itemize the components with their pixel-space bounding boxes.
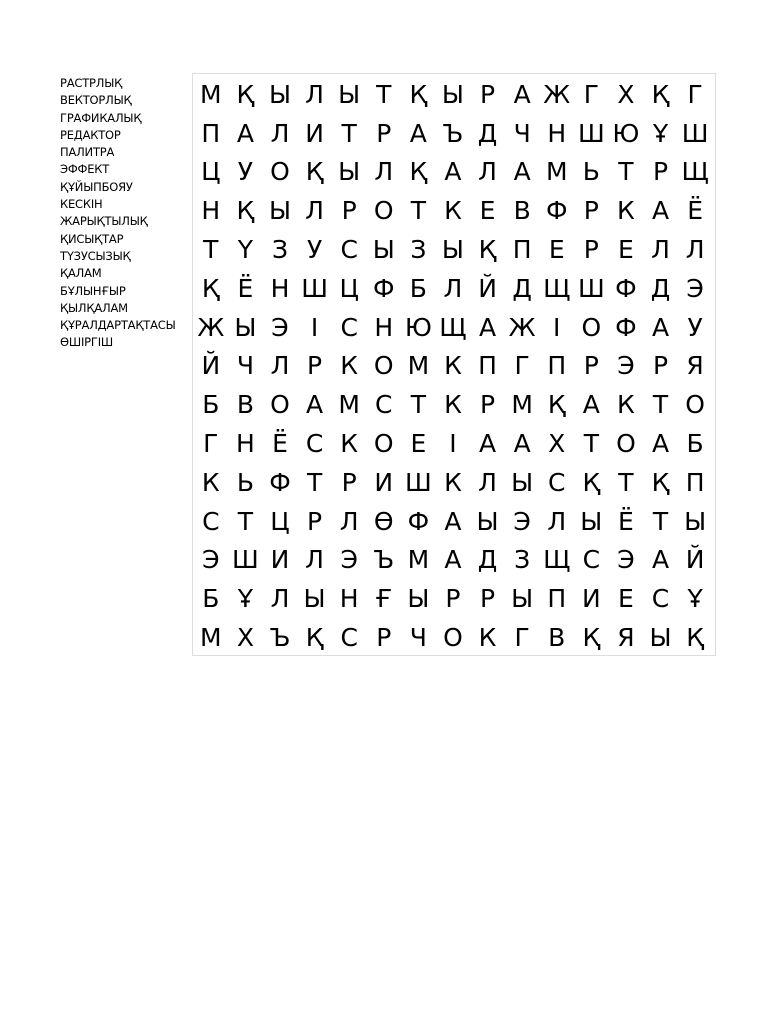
grid-row	[193, 464, 716, 503]
grid-cell: Т	[410, 390, 426, 420]
grid-cell: Ё	[272, 429, 288, 459]
grid-cell: Ы	[580, 506, 603, 536]
grid-cell: Р	[480, 584, 496, 614]
grid-cell: І	[553, 312, 561, 342]
grid-cell: С	[305, 429, 324, 459]
grid-cell: Қ	[409, 157, 428, 187]
grid-cell: Ф	[373, 273, 395, 303]
word-list-item: ЭФФЕКТ	[60, 162, 110, 177]
grid-cell: Ю	[612, 118, 640, 148]
grid-cell: Ұ	[237, 584, 254, 614]
grid-cell: Щ	[681, 157, 709, 187]
grid-cell: Қ	[651, 467, 670, 497]
grid-cell: Л	[270, 351, 290, 381]
grid-cell: Х	[548, 429, 566, 459]
grid-cell: П	[685, 467, 705, 497]
grid-cell: Ж	[543, 79, 571, 109]
grid-row	[193, 114, 716, 153]
grid-cell: Ы	[303, 584, 326, 614]
grid-cell: Ы	[511, 584, 534, 614]
grid-cell: Г	[514, 623, 530, 653]
grid-cell: П	[478, 351, 497, 381]
grid-cell: Ч	[409, 623, 427, 653]
grid-cell: Т	[341, 118, 357, 148]
grid-cell: Ё	[237, 273, 254, 303]
grid-cell: А	[444, 506, 462, 536]
word-list-item: КЕСКІН	[60, 197, 103, 212]
grid-cell: Л	[685, 235, 705, 265]
grid-cell: Ы	[338, 157, 361, 187]
grid-cell: К	[444, 196, 462, 226]
grid-cell: Қ	[236, 79, 255, 109]
grid-cell: Ф	[269, 467, 291, 497]
grid-cell: В	[513, 196, 531, 226]
grid-row	[193, 308, 716, 347]
grid-cell: К	[617, 196, 635, 226]
grid-cell: Р	[445, 584, 461, 614]
grid-cell: Д	[477, 118, 498, 148]
grid-cell: И	[270, 545, 290, 575]
grid-cell: А	[444, 157, 462, 187]
grid-cell: Ы	[372, 235, 395, 265]
word-list-item: ПАЛИТРА	[60, 145, 115, 160]
grid-cell: Л	[339, 506, 359, 536]
grid-cell: Л	[478, 157, 497, 187]
word-list-item: РАСТРЛЫҚ	[60, 76, 123, 90]
grid-cell: Л	[305, 196, 324, 226]
word-list-item: ГРАФИКАЛЫҚ	[60, 110, 142, 125]
grid-cell: Р	[376, 118, 392, 148]
grid-cell: Р	[341, 196, 357, 226]
grid-cell: Г	[203, 429, 219, 459]
grid-row	[193, 619, 716, 658]
grid-row	[193, 347, 716, 386]
grid-cell: Ц	[270, 506, 290, 536]
grid-cell: Т	[203, 235, 219, 265]
grid-cell: Ъ	[373, 545, 395, 575]
grid-cell: Ц	[201, 157, 221, 187]
grid-cell: Щ	[439, 312, 467, 342]
grid-cell: Ы	[441, 235, 464, 265]
grid-cell: Қ	[305, 623, 324, 653]
grid-cell: Н	[374, 312, 394, 342]
grid-cell: П	[201, 118, 221, 148]
grid-cell: Ы	[234, 312, 257, 342]
grid-cell: М	[338, 390, 360, 420]
grid-cell: Щ	[543, 545, 571, 575]
grid-cell: Ф	[545, 196, 568, 226]
grid-cell: О	[373, 351, 394, 381]
grid-row	[193, 502, 716, 541]
grid-cell: Т	[237, 506, 254, 536]
grid-cell: М	[545, 157, 568, 187]
grid-cell: Л	[270, 118, 290, 148]
grid-row	[193, 386, 716, 425]
grid-cell: А	[236, 118, 254, 148]
grid-cell: Л	[478, 467, 497, 497]
grid-cell: К	[340, 351, 359, 381]
grid-cell: Т	[306, 467, 323, 497]
grid-cell: Э	[513, 506, 531, 536]
grid-cell: Ф	[615, 312, 637, 342]
grid-cell: Ц	[339, 273, 359, 303]
grid-cell: В	[548, 623, 566, 653]
grid-cell: У	[237, 157, 253, 187]
grid-cell: Қ	[409, 79, 428, 109]
grid-cell: К	[340, 429, 359, 459]
grid-cell: Ы	[407, 584, 430, 614]
grid-cell: С	[340, 623, 358, 653]
grid-cell: Т	[618, 157, 634, 187]
grid-cell: Р	[341, 467, 357, 497]
grid-cell: Й	[201, 351, 221, 381]
grid-cell: О	[270, 157, 290, 187]
grid-cell: Л	[374, 157, 394, 187]
word-list-item: ҚЫЛҚАЛАМ	[60, 300, 128, 315]
grid-cell: Қ	[201, 273, 220, 303]
grid-cell: Н	[270, 273, 290, 303]
word-list-item: БҰЛЫНҒЫР	[60, 283, 126, 298]
grid-cell: М	[200, 79, 222, 109]
grid-cell: А	[513, 429, 531, 459]
grid-cell: Б	[409, 273, 427, 303]
grid-cell: Л	[305, 79, 324, 109]
word-list-item: ӨШІРГІШ	[60, 335, 113, 350]
grid-cell: Й	[685, 545, 705, 575]
grid-row	[193, 425, 716, 464]
grid-cell: Ш	[577, 118, 605, 148]
grid-cell: Ү	[237, 235, 254, 265]
grid-cell: П	[547, 584, 567, 614]
word-list-item: ҚҰЙЫПБОЯУ	[60, 179, 133, 194]
grid-cell: Ы	[476, 506, 499, 536]
grid-cell: Ы	[684, 506, 707, 536]
grid-cell: Л	[443, 273, 463, 303]
word-list-item: ҚАЛАМ	[60, 266, 102, 281]
grid-cell: О	[373, 196, 394, 226]
grid-cell: А	[513, 79, 531, 109]
grid-cell: Ж	[508, 312, 536, 342]
grid-cell: У	[306, 235, 323, 265]
grid-cell: Ь	[582, 157, 600, 187]
grid-cell: Қ	[582, 467, 601, 497]
grid-cell: И	[305, 118, 324, 148]
grid-cell: Г	[687, 79, 703, 109]
word-list-item: РЕДАКТОР	[60, 127, 121, 142]
grid-cell: М	[407, 545, 430, 575]
grid-cell: Ө	[373, 506, 394, 536]
grid-cell: Р	[583, 196, 599, 226]
grid-cell: Ю	[404, 312, 432, 342]
grid-cell: І	[449, 429, 457, 459]
grid-cell: А	[651, 312, 670, 342]
grid-cell: К	[444, 351, 462, 381]
grid-cell: А	[444, 545, 462, 575]
grid-cell: Г	[583, 79, 599, 109]
grid-cell: Ь	[236, 467, 254, 497]
grid-cell: Х	[617, 79, 635, 109]
grid-cell: Р	[480, 390, 496, 420]
grid-cell: Д	[477, 545, 498, 575]
grid-cell: Б	[202, 390, 220, 420]
grid-cell: А	[513, 157, 531, 187]
grid-cell: А	[582, 390, 600, 420]
grid-cell: Э	[617, 351, 635, 381]
grid-cell: Ч	[513, 118, 531, 148]
grid-cell: А	[651, 545, 670, 575]
grid-cell: Е	[618, 584, 634, 614]
grid-cell: Т	[410, 196, 426, 226]
grid-cell: А	[409, 118, 427, 148]
grid-cell: Ч	[236, 351, 254, 381]
grid-cell: Р	[307, 351, 323, 381]
grid-cell: Т	[376, 79, 392, 109]
grid-cell: А	[478, 429, 497, 459]
grid-cell: Қ	[305, 157, 324, 187]
grid-cell: Ұ	[652, 118, 669, 148]
grid-cell: Ш	[577, 273, 605, 303]
grid-cell: О	[270, 390, 290, 420]
grid-cell: К	[444, 467, 462, 497]
grid-cell: С	[548, 467, 566, 497]
grid-cell: Е	[410, 429, 427, 459]
grid-cell: Р	[307, 506, 323, 536]
word-list	[60, 75, 182, 352]
grid-cell: Б	[686, 429, 704, 459]
grid-cell: Ф	[615, 273, 637, 303]
grid-cell: С	[582, 545, 601, 575]
word-list-item: ТҮЗУСЫЗЫҚ	[60, 248, 131, 263]
grid-row	[193, 231, 716, 270]
grid-cell: Ы	[338, 79, 361, 109]
grid-cell: Н	[339, 584, 359, 614]
grid-cell: Ш	[404, 467, 432, 497]
grid-cell: Н	[547, 118, 567, 148]
grid-cell: Н	[201, 196, 221, 226]
grid-cell: Р	[376, 623, 392, 653]
grid-cell: А	[651, 196, 670, 226]
grid-cell: Ш	[681, 118, 709, 148]
grid-cell: Е	[618, 235, 634, 265]
grid-cell: Ё	[618, 506, 634, 536]
grid-cell: Й	[478, 273, 497, 303]
grid-cell: Р	[480, 79, 496, 109]
grid-cell: С	[340, 312, 358, 342]
grid-cell: Я	[617, 623, 635, 653]
grid-cell: К	[617, 390, 635, 420]
grid-cell: С	[202, 506, 220, 536]
grid-cell: Я	[686, 351, 704, 381]
grid-cell: Ж	[197, 312, 225, 342]
grid-cell: И	[581, 584, 601, 614]
grid-cell: Ғ	[375, 584, 393, 614]
grid-cell: И	[374, 467, 394, 497]
grid-cell: Щ	[543, 273, 571, 303]
grid-cell: А	[306, 390, 324, 420]
grid-cell: Ы	[511, 467, 534, 497]
word-list-item: ҚИСЫҚТАР	[60, 231, 124, 246]
grid-cell: Э	[340, 545, 358, 575]
grid-cell: Қ	[686, 623, 704, 653]
grid-cell: Ъ	[269, 623, 291, 653]
grid-cell: Э	[271, 312, 289, 342]
grid-cell: М	[407, 351, 430, 381]
grid-row	[193, 76, 716, 115]
grid-cell: І	[310, 312, 319, 342]
grid-cell: Ш	[232, 545, 259, 575]
grid-cell: Э	[686, 273, 704, 303]
grid-cell: А	[478, 312, 497, 342]
grid-row	[193, 270, 716, 309]
grid-cell: Р	[583, 235, 599, 265]
grid-row	[193, 192, 716, 231]
grid-cell: О	[581, 312, 602, 342]
grid-cell: Л	[270, 584, 290, 614]
grid-cell: Д	[650, 273, 671, 303]
grid-cell: К	[201, 467, 220, 497]
grid-cell: К	[444, 390, 462, 420]
grid-cell: С	[375, 390, 393, 420]
grid-cell: Ш	[301, 273, 328, 303]
grid-cell: Қ	[582, 623, 601, 653]
grid-cell: Ы	[441, 79, 464, 109]
grid-row	[193, 541, 716, 580]
grid-row	[193, 580, 716, 619]
grid-cell: Қ	[478, 235, 497, 265]
grid-cell: Т	[618, 467, 634, 497]
grid-cell: Т	[652, 506, 669, 536]
grid-cell: Қ	[651, 79, 670, 109]
grid-cell: П	[512, 235, 532, 265]
grid-cell: О	[373, 429, 394, 459]
grid-cell: Ы	[649, 623, 672, 653]
grid-cell: Э	[202, 545, 220, 575]
grid-cell: Л	[651, 235, 670, 265]
grid-cell: З	[514, 545, 531, 575]
grid-row	[193, 153, 716, 192]
word-list-item: ВЕКТОРЛЫҚ	[60, 93, 132, 108]
grid-cell: Л	[547, 506, 567, 536]
grid-cell: Н	[235, 429, 255, 459]
grid-cell: Л	[305, 545, 324, 575]
grid-cell: О	[443, 623, 463, 653]
grid-cell: З	[271, 235, 288, 265]
grid-cell: Қ	[236, 196, 255, 226]
grid-cell: Т	[652, 390, 669, 420]
grid-cell: Э	[617, 545, 635, 575]
grid-cell: Т	[583, 429, 599, 459]
grid-cell: М	[200, 623, 222, 653]
grid-cell: Ъ	[442, 118, 464, 148]
grid-cell: Ф	[407, 506, 430, 536]
grid-cell: Р	[652, 351, 669, 381]
grid-cell: Р	[583, 351, 599, 381]
grid-cell: К	[478, 623, 497, 653]
grid-cell: У	[687, 312, 703, 342]
word-list-item: ҚҰРАЛДАРТАҚТАСЫ	[60, 318, 176, 333]
grid-cell: О	[616, 429, 636, 459]
letter-grid	[192, 73, 716, 656]
grid-cell: Ы	[268, 79, 292, 109]
grid-cell: Д	[512, 273, 532, 303]
grid-cell: Ы	[268, 196, 292, 226]
grid-cell: В	[236, 390, 254, 420]
grid-cell: Е	[548, 235, 565, 265]
grid-cell: Ё	[687, 196, 703, 226]
word-list-item: ЖАРЫҚТЫЛЫҚ	[60, 214, 148, 229]
grid-cell: Қ	[547, 390, 566, 420]
grid-cell: Ұ	[687, 584, 703, 614]
grid-cell: М	[511, 390, 533, 420]
grid-cell: А	[651, 429, 670, 459]
grid-cell: С	[340, 235, 358, 265]
grid-cell: Г	[514, 351, 530, 381]
grid-cell: Х	[236, 623, 254, 653]
grid-cell: П	[547, 351, 567, 381]
grid-cell: Р	[652, 157, 669, 187]
grid-cell: Б	[202, 584, 220, 614]
grid-cell: С	[651, 584, 670, 614]
grid-cell: З	[410, 235, 427, 265]
grid-cell: Е	[479, 196, 496, 226]
grid-cell: О	[685, 390, 705, 420]
